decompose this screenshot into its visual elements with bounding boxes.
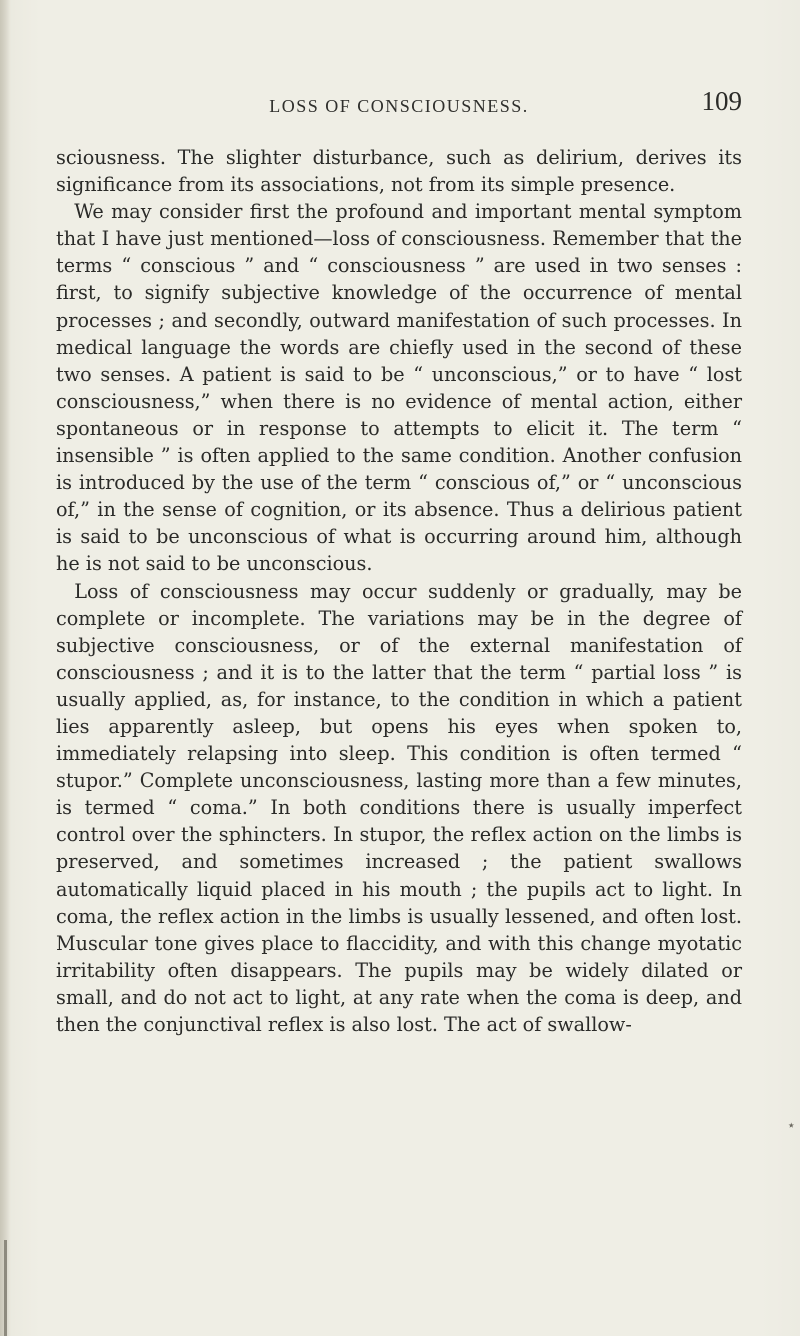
body-text bbox=[56, 144, 742, 1038]
page-number: 109 bbox=[701, 86, 742, 116]
paragraph-continuation: sciousness. The slighter disturbance, such as delirium, derives its significance from its associations, not from its simple presence. bbox=[56, 146, 742, 197]
paragraph-stupor-and-coma: Loss of consciousness may occur suddenly or gradually, may be complete or incomplete. The variations may be in the degree of subjective consciousness, or of the external manifestation of consciousness ; and it is to the latter that the term “ partial loss ” is usually applied, as, for instance, to the condition in which a patient lies apparently asleep, but opens his eyes when spoken to, immediately relapsing into sleep. This condition is often termed “ stupor.” Complete unconsciousness, lasting more than a few minutes, is termed “ coma.” In both conditions there is usually imperfect control over the sphincters. In stupor, the reflex action on the limbs is preserved, and sometimes increased ; the patient swallows automatically liquid placed in his mouth ; the pupils act to light. In coma, the reflex action in the limbs is usually lessened, and often lost. Muscular tone gives place to flaccidity, and with this change myotatic irritability often disappears. The pupils may be widely dilated or small, and do not act to light, at any rate when the coma is deep, and then the conjunctival reflex is also lost. The act of swallow- bbox=[56, 579, 742, 1036]
margin-mark: ٭ bbox=[788, 1118, 795, 1132]
running-title: LOSS OF CONSCIOUSNESS. bbox=[269, 96, 529, 116]
binding-edge-mark bbox=[4, 1240, 7, 1336]
running-head bbox=[56, 86, 742, 126]
paragraph-loss-of-consciousness: We may consider first the profound and important mental symptom that I have just mentioned—loss of consciousness. Remember that the terms “ conscious ” and “ consciousness ” are used in two senses : first, to signify subjective knowledge of the occurrence of mental processes ; and secondly, outward manifestation of such processes. In medical language the words are chiefly used in the second of these two senses. A patient is said to be “ unconscious,” or to have “ lost consciousness,” when there is no evidence of mental action, either spontaneous or in response to attempts to elicit it. The term “ insensible ” is often applied to the same condition. Another confusion is introduced by the use of the term “ conscious of,” or “ unconscious of,” in the sense of cognition, or its absence. Thus a delirious patient is said to be unconscious of what is occurring around him, although he is not said to be unconscious. bbox=[56, 200, 742, 576]
spine-shadow bbox=[0, 0, 10, 1336]
